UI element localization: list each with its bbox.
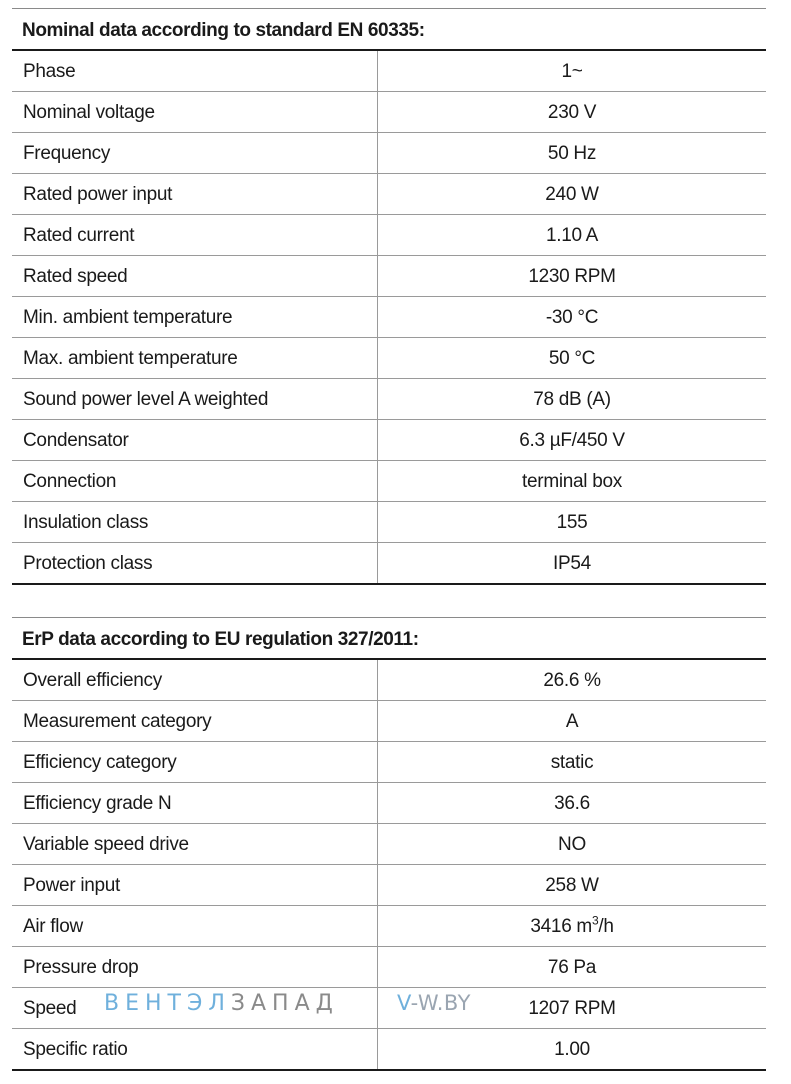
unit-exponent: 3 [591,913,599,928]
row-value: 1230 RPM [528,266,616,287]
row-label: Rated power input [12,174,378,214]
table-row [12,742,766,783]
table-row [12,543,766,585]
nominal-data-title: Nominal data according to standard EN 60335: [12,8,766,51]
row-value: 50 Hz [547,143,597,164]
watermark-url-part1: V [397,991,411,1015]
nominal-data-table [12,8,766,585]
row-value: A [565,711,579,732]
row-label: Speed [12,988,378,1028]
table-row [12,461,766,502]
table-row [12,215,766,256]
row-value: 26.6 % [543,670,601,691]
row-value: 258 W [545,875,599,896]
air-flow-value: 3416 m [530,916,592,937]
watermark-url [397,991,471,1015]
table-row [12,947,766,988]
row-label: Insulation class [12,502,378,542]
watermark-brand [104,991,339,1016]
row-label: Efficiency grade N [12,783,378,823]
table-row [12,660,766,701]
row-value: 230 V [547,102,597,123]
row-value: terminal box [522,471,622,492]
row-value: 6.3 µF/450 V [519,430,625,451]
table-row [12,1029,766,1071]
row-value: 50 °C [548,348,596,369]
row-value: 1.10 A [545,225,599,246]
row-value: 1.00 [554,1039,590,1060]
row-label: Specific ratio [12,1029,378,1069]
row-label: Rated current [12,215,378,255]
row-label: Sound power level A weighted [12,379,378,419]
table-row [12,701,766,742]
table-row [12,824,766,865]
row-label: Variable speed drive [12,824,378,864]
watermark-brand-part2: ЗАПАД [230,991,339,1016]
row-label: Overall efficiency [12,660,378,700]
unit-tail: /h [598,916,614,937]
row-label: Frequency [12,133,378,173]
table-row [12,51,766,92]
row-label: Pressure drop [12,947,378,987]
table-row [12,865,766,906]
table-row [12,783,766,824]
table-row [12,256,766,297]
row-value [378,906,766,946]
row-label: Protection class [12,543,378,583]
table-row [12,379,766,420]
row-label: Min. ambient temperature [12,297,378,337]
row-label: Air flow [12,906,378,946]
row-label: Measurement category [12,701,378,741]
row-value: 78 dB (A) [533,389,611,410]
table-row [12,297,766,338]
row-value: 76 Pa [547,957,597,978]
table-row [12,92,766,133]
row-label: Connection [12,461,378,501]
row-label: Phase [12,51,378,91]
row-label: Rated speed [12,256,378,296]
row-value: static [550,752,594,773]
table-row [12,133,766,174]
table-row [12,338,766,379]
row-value: 1~ [561,61,583,82]
row-label: Power input [12,865,378,905]
watermark-brand-part1: ВЕНТЭЛ [104,991,231,1016]
row-value: 1207 RPM [528,998,616,1019]
table-row [12,502,766,543]
row-value: 155 [556,512,588,533]
table-row [12,174,766,215]
row-label: Efficiency category [12,742,378,782]
row-value: IP54 [553,553,591,574]
table-row [12,906,766,947]
row-label: Condensator [12,420,378,460]
row-value: -30 °C [545,307,599,328]
row-value: 240 W [545,184,599,205]
erp-data-title: ErP data according to EU regulation 327/2011: [12,617,766,660]
table-row [12,420,766,461]
row-value: NO [558,834,586,855]
row-label: Nominal voltage [12,92,378,132]
watermark-url-part2: -W.BY [410,991,471,1015]
row-value: 36.6 [554,793,590,814]
row-label: Max. ambient temperature [12,338,378,378]
